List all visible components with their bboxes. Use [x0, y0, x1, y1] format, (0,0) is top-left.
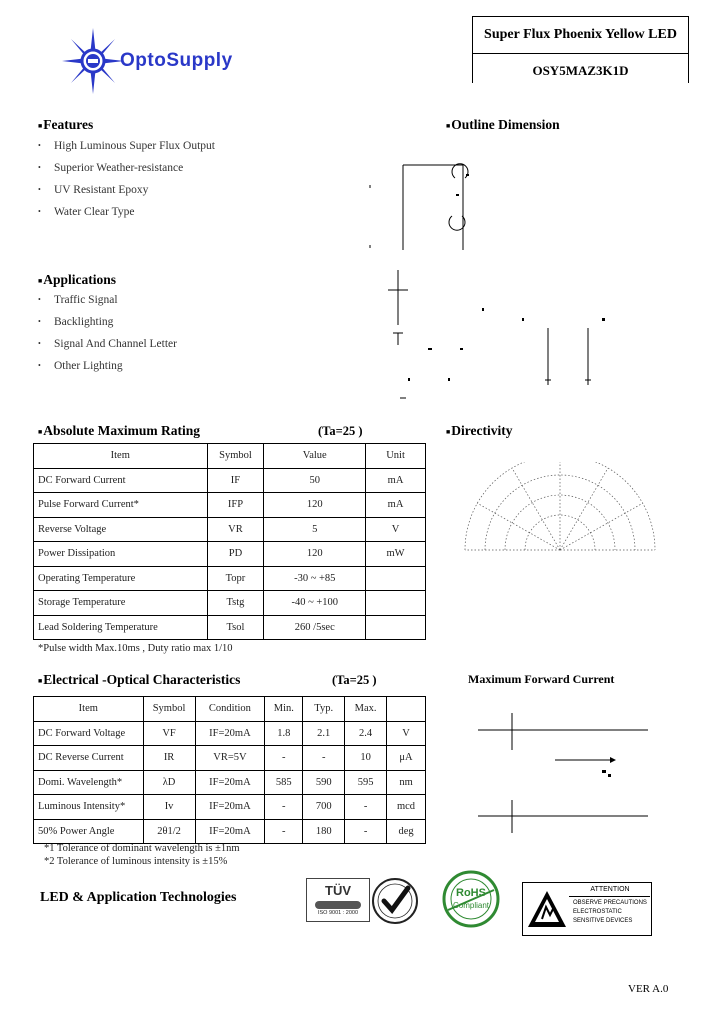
rohs-text: RoHS [456, 887, 486, 899]
footer-company: LED & Application Technologies [40, 890, 237, 905]
cell-value: -40 ~ +100 [264, 591, 366, 616]
column-header: Max. [345, 697, 387, 722]
table-row [34, 615, 426, 640]
max-forward-chart [470, 708, 660, 838]
cell-unit: mcd [387, 795, 426, 820]
table-row [34, 591, 426, 616]
attention-line-1: OBSERVE PRECAUTIONS [573, 900, 647, 906]
cell-max: 2.4 [345, 721, 387, 746]
cell-item: DC Reverse Current [34, 746, 144, 771]
list-item: • Other Lighting [54, 360, 123, 372]
cell-item: Luminous Intensity* [34, 795, 144, 820]
cell-item: Domi. Wavelength* [34, 770, 144, 795]
cell-symbol: IF [207, 468, 264, 493]
cell-typ: 590 [303, 770, 345, 795]
abs-max-condition: (Ta=25 ) [318, 424, 363, 438]
cell-max: 10 [345, 746, 387, 771]
cell-symbol: λD [143, 770, 195, 795]
cell-symbol: PD [207, 542, 264, 567]
abs-max-title: ■ Absolute Maximum Rating [38, 423, 200, 439]
list-item: • High Luminous Super Flux Output [54, 140, 215, 152]
tuv-sub: ISO 9001 : 2000 [317, 910, 359, 916]
electrical-note-1: *1 Tolerance of dominant wavelength is ±1nm [44, 843, 240, 854]
tuv-logo [306, 878, 370, 922]
electrical-note-2: *2 Tolerance of luminous intensity is ±15% [44, 856, 228, 867]
list-item: • Superior Weather-resistance [54, 162, 183, 174]
cell-max: 595 [345, 770, 387, 795]
rohs-badge-icon [436, 870, 506, 928]
cell-typ: 180 [303, 819, 345, 844]
esd-warning-icon [526, 889, 568, 929]
cell-symbol: VF [143, 721, 195, 746]
attention-line-2: ELECTROSTATIC [573, 909, 622, 915]
rohs-sub: Compliant [452, 901, 489, 910]
column-header: Symbol [207, 444, 264, 469]
attention-line-3: SENSITIVE DEVICES [573, 918, 633, 924]
list-item: • Signal And Channel Letter [54, 338, 177, 350]
max-forward-title: Maximum Forward Current [468, 672, 615, 686]
table-row [34, 566, 426, 591]
table-row [34, 468, 426, 493]
cell-unit [366, 566, 426, 591]
column-header [387, 697, 426, 722]
outline-drawing [360, 150, 640, 410]
cell-symbol: VR [207, 517, 264, 542]
cell-item: DC Forward Voltage [34, 721, 144, 746]
list-item: • Traffic Signal [54, 294, 118, 306]
list-item: • Water Clear Type [54, 206, 134, 218]
cell-unit: mA [366, 468, 426, 493]
directivity-chart [455, 462, 665, 557]
cell-min: - [265, 795, 303, 820]
tuv-text: TÜV [325, 883, 351, 898]
cell-unit [366, 615, 426, 640]
column-header: Min. [265, 697, 303, 722]
cell-unit [366, 591, 426, 616]
table-row [34, 493, 426, 518]
cell-condition: IF=20mA [195, 795, 265, 820]
cell-value: -30 ~ +85 [264, 566, 366, 591]
cell-item: Storage Temperature [34, 591, 208, 616]
cell-item: Power Dissipation [34, 542, 208, 567]
cell-min: 1.8 [265, 721, 303, 746]
cell-item: DC Forward Current [34, 468, 208, 493]
cell-max: - [345, 819, 387, 844]
cell-item: Operating Temperature [34, 566, 208, 591]
cell-min: 585 [265, 770, 303, 795]
table-row [34, 517, 426, 542]
product-title: Super Flux Phoenix Yellow LED [484, 27, 677, 42]
cell-symbol: Tsol [207, 615, 264, 640]
rohs-logo [436, 870, 506, 928]
column-header: Item [34, 444, 208, 469]
title-box [472, 16, 689, 83]
cell-unit: V [366, 517, 426, 542]
cell-symbol: Iv [143, 795, 195, 820]
applications-title: ■ Applications [38, 272, 116, 288]
logo-text: OptoSupply [120, 50, 233, 71]
cell-unit: μA [387, 746, 426, 771]
cell-unit: mA [366, 493, 426, 518]
column-header: Symbol [143, 697, 195, 722]
cell-item: Lead Soldering Temperature [34, 615, 208, 640]
column-header: Condition [195, 697, 265, 722]
attention-title: ATTENTION [590, 886, 630, 893]
cell-unit: nm [387, 770, 426, 795]
cell-symbol: Tstg [207, 591, 264, 616]
table-header-row [34, 697, 426, 722]
cell-value: 120 [264, 493, 366, 518]
cell-value: 50 [264, 468, 366, 493]
electrical-table [33, 696, 426, 844]
table-row [34, 746, 426, 771]
table-row [34, 819, 426, 844]
cell-condition: IF=20mA [195, 819, 265, 844]
cell-min: - [265, 746, 303, 771]
abs-max-note: *Pulse width Max.10ms , Duty ratio max 1/10 [38, 643, 233, 654]
cell-value: 120 [264, 542, 366, 567]
cell-min: - [265, 819, 303, 844]
column-header: Unit [366, 444, 426, 469]
table-row [34, 721, 426, 746]
cell-unit: deg [387, 819, 426, 844]
check-cert-icon [370, 876, 420, 926]
cell-item: Reverse Voltage [34, 517, 208, 542]
column-header: Item [34, 697, 144, 722]
cell-unit: mW [366, 542, 426, 567]
cell-symbol: Topr [207, 566, 264, 591]
list-item: • Backlighting [54, 316, 113, 328]
cell-max: - [345, 795, 387, 820]
cell-typ: 700 [303, 795, 345, 820]
cell-value: 260 /5sec [264, 615, 366, 640]
cell-condition: IF=20mA [195, 770, 265, 795]
version-label: VER A.0 [628, 983, 669, 995]
table-row [34, 770, 426, 795]
cell-condition: VR=5V [195, 746, 265, 771]
cell-item: Pulse Forward Current* [34, 493, 208, 518]
column-header: Typ. [303, 697, 345, 722]
directivity-title: ■ Directivity [446, 423, 512, 439]
cell-typ: - [303, 746, 345, 771]
cell-symbol: IR [143, 746, 195, 771]
esd-attention-label [522, 882, 652, 936]
features-title: ■ Features [38, 117, 93, 133]
table-row [34, 795, 426, 820]
column-header: Value [264, 444, 366, 469]
cell-value: 5 [264, 517, 366, 542]
cell-symbol: 2θ1/2 [143, 819, 195, 844]
cell-item: 50% Power Angle [34, 819, 144, 844]
cell-unit: V [387, 721, 426, 746]
list-item: • UV Resistant Epoxy [54, 184, 148, 196]
abs-max-table [33, 443, 426, 640]
part-number: OSY5MAZ3K1D [532, 63, 629, 78]
cell-symbol: IFP [207, 493, 264, 518]
electrical-title: ■ Electrical -Optical Characteristics [38, 672, 240, 688]
cell-typ: 2.1 [303, 721, 345, 746]
outline-title: ■ Outline Dimension [446, 117, 560, 133]
logo-star-icon [58, 26, 128, 96]
electrical-condition: (Ta=25 ) [332, 673, 377, 687]
logo [58, 26, 278, 96]
table-header-row [34, 444, 426, 469]
cell-condition: IF=20mA [195, 721, 265, 746]
table-row [34, 542, 426, 567]
